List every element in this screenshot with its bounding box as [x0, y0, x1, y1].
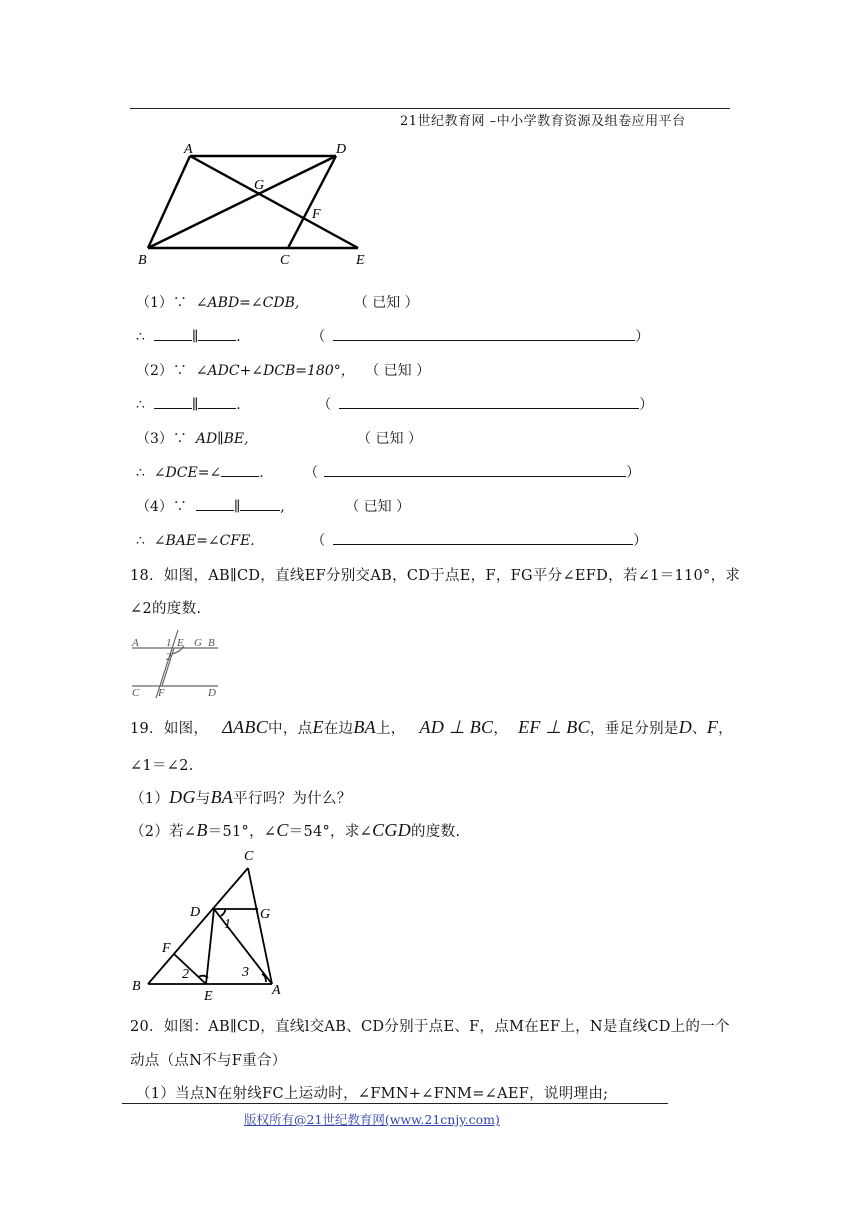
label-E: E	[177, 637, 184, 649]
label-F: F	[162, 941, 171, 956]
q19-text-line-1: 19．如图， ΔABC中，点E在边BA上， AD ⊥ BC， EF ⊥ BC，垂足分别是D、F，	[130, 717, 733, 737]
label-B: B	[138, 253, 147, 268]
q17-line-2: ∴ ∥ . （ ）	[136, 329, 650, 345]
segment-BD	[148, 156, 336, 248]
q19-sub-2: （2）若∠B＝51°，∠C＝54°，求∠CGD的度数.	[130, 820, 461, 840]
footer-rule	[122, 1103, 668, 1104]
label-D: D	[190, 905, 201, 920]
answer-blank[interactable]	[154, 328, 192, 341]
label-G: G	[194, 637, 202, 649]
label-B: B	[132, 979, 141, 994]
reason-blank[interactable]	[339, 396, 639, 409]
label-E: E	[204, 989, 213, 1004]
label-2: 2	[166, 651, 172, 663]
label-F: F	[158, 687, 165, 699]
label-C: C	[244, 849, 254, 864]
header-rule	[130, 108, 730, 109]
q20-text-line-3: （1）当点N在射线FC上运动时，∠FMN+∠FNM=∠AEF，说明理由;	[136, 1086, 609, 1102]
q17-line-8: ∴ ∠BAE=∠CFE. （ ）	[136, 533, 648, 549]
q17-line-6: ∴ ∠DCE=∠ . （ ）	[136, 465, 641, 481]
header-site-title: 21世纪教育网 –中小学教育资源及组卷应用平台	[400, 114, 686, 129]
answer-blank[interactable]	[154, 396, 192, 409]
label-D: D	[208, 687, 216, 699]
reason-blank[interactable]	[333, 328, 635, 341]
label-D: D	[336, 142, 347, 157]
label-2: 2	[182, 967, 189, 982]
answer-blank[interactable]	[198, 396, 236, 409]
label-G: G	[254, 178, 265, 193]
q17-line-3: （2）∵ ∠ADC+∠DCB=180°， （ 已知 ）	[136, 363, 431, 379]
label-B: B	[208, 637, 215, 649]
segment-DC	[288, 156, 336, 248]
figure-q18	[128, 628, 228, 700]
q17-line-5: （3）∵ AD∥BE, （ 已知 ）	[136, 431, 422, 447]
footer-copyright-link[interactable]: 版权所有@21世纪教育网(www.21cnjy.com)	[244, 1112, 500, 1127]
figure-q17	[130, 138, 390, 270]
q18-text-line-1: 18．如图，AB∥CD，直线EF分别交AB，CD于点E，F，FG平分∠EFD，若∠1＝110°，求	[130, 568, 741, 584]
figure-q19	[128, 846, 298, 1006]
label-F: F	[312, 207, 321, 222]
label-1: 1	[224, 917, 231, 932]
label-3: 3	[242, 965, 249, 980]
answer-blank[interactable]	[196, 498, 234, 511]
q17-line-7: （4）∵ ∥ , （ 已知 ）	[136, 499, 411, 515]
q17-line-4: ∴ ∥ . （ ）	[136, 397, 654, 413]
q20-text-line-1: 20．如图：AB∥CD，直线l交AB、CD分别于点E、F，点M在EF上，N是直线CD上的一个	[130, 1019, 730, 1035]
label-C: C	[132, 687, 140, 699]
answer-blank[interactable]	[221, 464, 259, 477]
label-1: 1	[166, 637, 172, 649]
q19-text-line-2: ∠1＝∠2.	[130, 758, 194, 774]
label-G: G	[260, 907, 271, 922]
label-A: A	[272, 983, 281, 998]
q19-sub-1: （1）DG与BA平行吗？为什么？	[130, 787, 352, 807]
reason-blank[interactable]	[333, 532, 633, 545]
reason-blank[interactable]	[324, 464, 626, 477]
label-A: A	[184, 142, 193, 157]
segment-AB	[148, 156, 190, 248]
q18-text-line-2: ∠2的度数.	[130, 601, 202, 617]
label-C: C	[280, 253, 290, 268]
segment-AE	[190, 156, 358, 248]
q17-line-1: （1）∵ ∠ABD=∠CDB, （ 已知 ）	[136, 295, 419, 311]
q20-text-line-2: 动点（点N不与F重合）	[130, 1053, 287, 1069]
answer-blank[interactable]	[240, 498, 280, 511]
answer-blank[interactable]	[198, 328, 236, 341]
label-E: E	[356, 253, 365, 268]
label-A: A	[132, 637, 139, 649]
